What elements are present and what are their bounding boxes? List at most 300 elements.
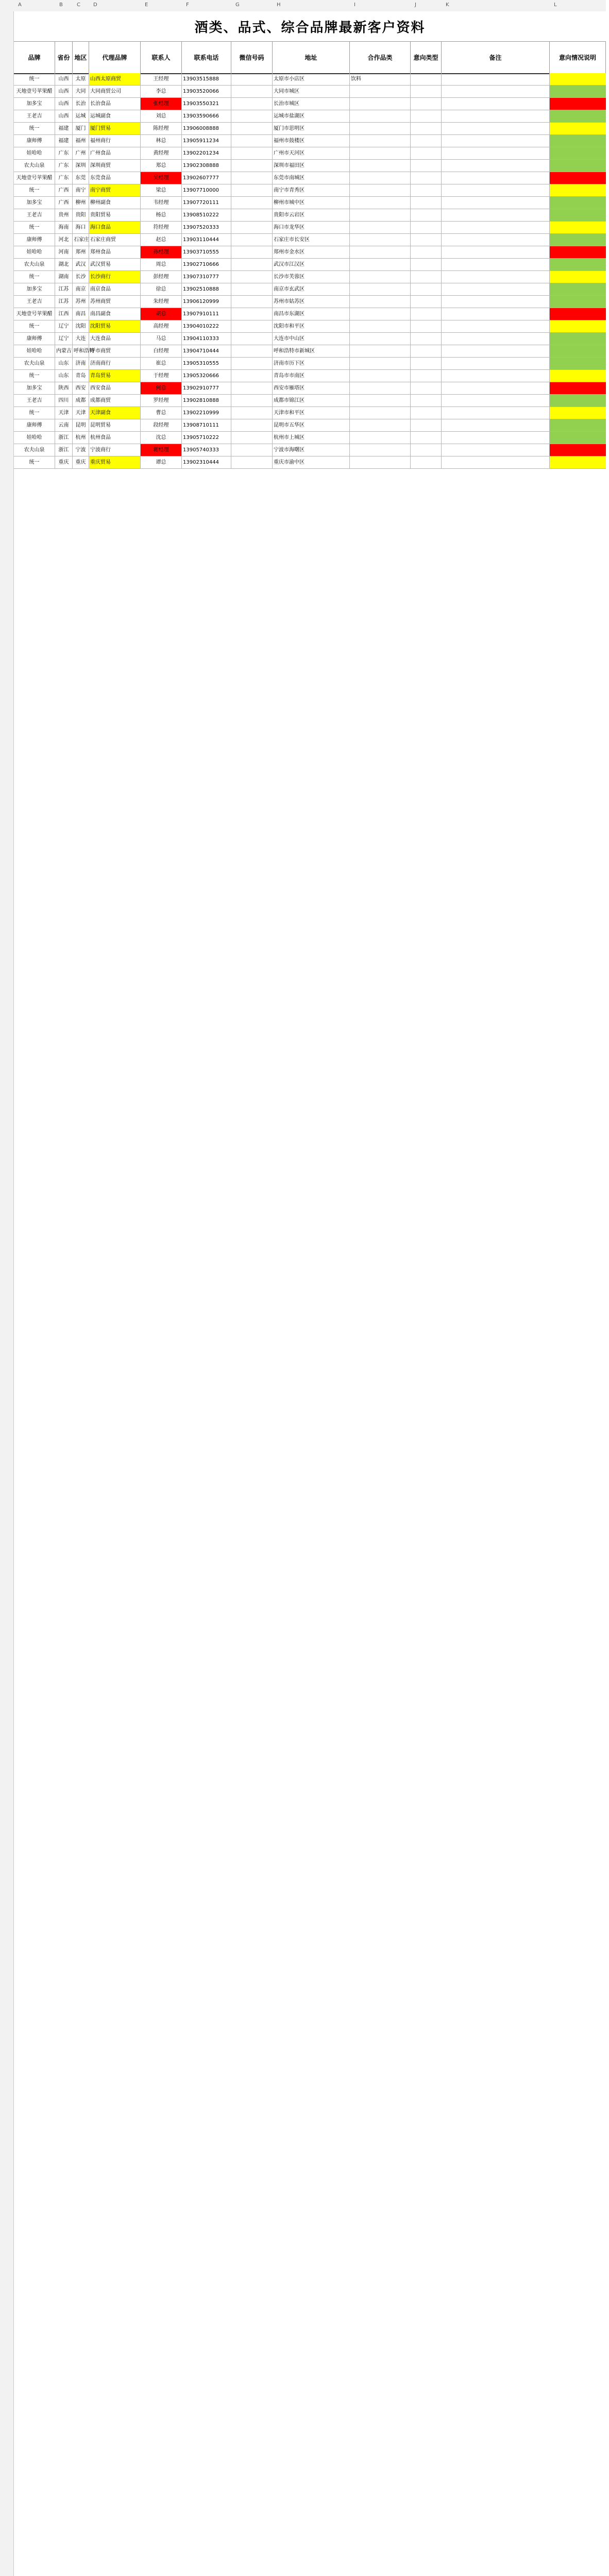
cell-addr[interactable]: 沈阳市和平区 [273, 320, 350, 332]
cell-addr[interactable]: 宁波市海曙区 [273, 444, 350, 456]
cell-addr[interactable]: 东莞市南城区 [273, 172, 350, 184]
cell-agent[interactable]: 南京食品 [89, 283, 141, 295]
cell-agent[interactable]: 杭州食品 [89, 432, 141, 444]
cell-phone[interactable]: 13907520333 [182, 222, 231, 233]
status-color-cell[interactable] [550, 160, 606, 172]
cell-prov[interactable]: 江苏 [55, 296, 73, 308]
cell-agent[interactable]: 大同商贸公司 [89, 86, 141, 97]
cell-note[interactable] [442, 283, 550, 295]
cell-prov[interactable]: 山西 [55, 73, 73, 85]
cell-area[interactable]: 重庆 [73, 456, 89, 468]
cell-agent[interactable]: 沈阳贸易 [89, 320, 141, 332]
cell-agent[interactable]: 昆明贸易 [89, 419, 141, 431]
cell-wx[interactable] [231, 419, 273, 431]
cell-phone[interactable]: 13902210999 [182, 407, 231, 419]
cell-contact[interactable]: 王经理 [141, 73, 182, 85]
cell-addr[interactable]: 柳州市城中区 [273, 197, 350, 209]
cell-addr[interactable]: 长治市城区 [273, 98, 350, 110]
cell-brand[interactable]: 统一 [14, 320, 55, 332]
cell-addr[interactable]: 郑州市金水区 [273, 246, 350, 258]
cell-contact[interactable]: 梁总 [141, 184, 182, 196]
cell-wx[interactable] [231, 432, 273, 444]
cell-note[interactable] [442, 395, 550, 406]
cell-addr[interactable]: 武汉市江汉区 [273, 259, 350, 270]
status-color-cell[interactable] [550, 147, 606, 159]
cell-area[interactable]: 西安 [73, 382, 89, 394]
cell-brand[interactable]: 农夫山泉 [14, 444, 55, 456]
cell-wx[interactable] [231, 73, 273, 85]
cell-wx[interactable] [231, 110, 273, 122]
status-color-cell[interactable] [550, 296, 606, 308]
cell-agent[interactable]: 运城副食 [89, 110, 141, 122]
cell-cat[interactable] [350, 308, 411, 320]
cell-addr[interactable]: 济南市历下区 [273, 358, 350, 369]
cell-type[interactable] [411, 123, 442, 134]
status-color-cell[interactable] [550, 234, 606, 246]
cell-addr[interactable]: 太原市小店区 [273, 73, 350, 85]
cell-note[interactable] [442, 135, 550, 147]
cell-note[interactable] [442, 160, 550, 172]
cell-contact[interactable]: 于经理 [141, 370, 182, 382]
cell-addr[interactable]: 深圳市福田区 [273, 160, 350, 172]
status-color-cell[interactable] [550, 456, 606, 468]
cell-contact[interactable]: 孙经理 [141, 246, 182, 258]
status-color-cell[interactable] [550, 358, 606, 369]
cell-note[interactable] [442, 184, 550, 196]
cell-agent[interactable]: 深圳商贸 [89, 160, 141, 172]
cell-type[interactable] [411, 407, 442, 419]
cell-prov[interactable]: 山西 [55, 110, 73, 122]
cell-contact[interactable]: 白经理 [141, 345, 182, 357]
cell-agent[interactable]: 青岛贸易 [89, 370, 141, 382]
column-letter[interactable]: A [18, 2, 22, 8]
cell-type[interactable] [411, 283, 442, 295]
cell-type[interactable] [411, 320, 442, 332]
cell-prov[interactable]: 浙江 [55, 432, 73, 444]
cell-cat[interactable]: 饮料 [350, 73, 411, 85]
cell-area[interactable]: 太原 [73, 73, 89, 85]
cell-area[interactable]: 运城 [73, 110, 89, 122]
cell-prov[interactable]: 河北 [55, 234, 73, 246]
cell-type[interactable] [411, 308, 442, 320]
cell-type[interactable] [411, 370, 442, 382]
cell-wx[interactable] [231, 184, 273, 196]
cell-wx[interactable] [231, 370, 273, 382]
cell-type[interactable] [411, 184, 442, 196]
cell-phone[interactable]: 13906008888 [182, 123, 231, 134]
cell-note[interactable] [442, 246, 550, 258]
cell-note[interactable] [442, 444, 550, 456]
cell-addr[interactable]: 南昌市东湖区 [273, 308, 350, 320]
cell-addr[interactable]: 大连市中山区 [273, 333, 350, 345]
cell-type[interactable] [411, 209, 442, 221]
cell-area[interactable]: 柳州 [73, 197, 89, 209]
cell-phone[interactable]: 13908710111 [182, 419, 231, 431]
cell-wx[interactable] [231, 98, 273, 110]
cell-agent[interactable]: 成都商贸 [89, 395, 141, 406]
cell-wx[interactable] [231, 456, 273, 468]
cell-phone[interactable]: 13902810888 [182, 395, 231, 406]
cell-type[interactable] [411, 73, 442, 85]
cell-contact[interactable]: 韦经理 [141, 197, 182, 209]
cell-addr[interactable]: 贵阳市云岩区 [273, 209, 350, 221]
cell-area[interactable]: 长沙 [73, 271, 89, 283]
status-color-cell[interactable] [550, 197, 606, 209]
cell-brand[interactable]: 娃哈哈 [14, 246, 55, 258]
cell-phone[interactable]: 13905740333 [182, 444, 231, 456]
cell-addr[interactable]: 厦门市思明区 [273, 123, 350, 134]
cell-note[interactable] [442, 432, 550, 444]
cell-area[interactable]: 广州 [73, 147, 89, 159]
cell-cat[interactable] [350, 370, 411, 382]
cell-contact[interactable]: 吴经理 [141, 172, 182, 184]
cell-cat[interactable] [350, 135, 411, 147]
cell-agent[interactable]: 西安食品 [89, 382, 141, 394]
cell-wx[interactable] [231, 382, 273, 394]
cell-prov[interactable]: 内蒙古 [55, 345, 73, 357]
cell-cat[interactable] [350, 222, 411, 233]
cell-prov[interactable]: 四川 [55, 395, 73, 406]
cell-area[interactable]: 苏州 [73, 296, 89, 308]
cell-agent[interactable]: 苏州商贸 [89, 296, 141, 308]
cell-prov[interactable]: 广东 [55, 160, 73, 172]
cell-contact[interactable]: 郑总 [141, 160, 182, 172]
cell-type[interactable] [411, 234, 442, 246]
cell-area[interactable]: 成都 [73, 395, 89, 406]
cell-type[interactable] [411, 444, 442, 456]
cell-phone[interactable]: 13907720111 [182, 197, 231, 209]
cell-wx[interactable] [231, 308, 273, 320]
cell-phone[interactable]: 13903520066 [182, 86, 231, 97]
cell-area[interactable]: 南昌 [73, 308, 89, 320]
status-color-cell[interactable] [550, 110, 606, 122]
cell-type[interactable] [411, 333, 442, 345]
cell-area[interactable]: 南京 [73, 283, 89, 295]
status-color-cell[interactable] [550, 370, 606, 382]
cell-prov[interactable]: 陕西 [55, 382, 73, 394]
status-color-cell[interactable] [550, 333, 606, 345]
cell-phone[interactable]: 13902607777 [182, 172, 231, 184]
cell-type[interactable] [411, 246, 442, 258]
cell-phone[interactable]: 13904010222 [182, 320, 231, 332]
cell-contact[interactable]: 罗经理 [141, 395, 182, 406]
cell-addr[interactable]: 大同市城区 [273, 86, 350, 97]
cell-cat[interactable] [350, 382, 411, 394]
cell-cat[interactable] [350, 160, 411, 172]
cell-phone[interactable]: 13902308888 [182, 160, 231, 172]
status-color-cell[interactable] [550, 86, 606, 97]
cell-agent[interactable]: 长沙商行 [89, 271, 141, 283]
status-color-cell[interactable] [550, 209, 606, 221]
cell-brand[interactable]: 王老吉 [14, 296, 55, 308]
cell-wx[interactable] [231, 259, 273, 270]
cell-brand[interactable]: 农夫山泉 [14, 358, 55, 369]
cell-wx[interactable] [231, 345, 273, 357]
cell-contact[interactable]: 崔总 [141, 358, 182, 369]
cell-addr[interactable]: 石家庄市长安区 [273, 234, 350, 246]
column-letter[interactable]: G [235, 2, 240, 8]
cell-prov[interactable]: 辽宁 [55, 320, 73, 332]
cell-wx[interactable] [231, 86, 273, 97]
cell-area[interactable]: 深圳 [73, 160, 89, 172]
cell-agent[interactable]: 呼市商贸 [89, 345, 141, 357]
cell-area[interactable]: 海口 [73, 222, 89, 233]
cell-wx[interactable] [231, 296, 273, 308]
cell-prov[interactable]: 广西 [55, 197, 73, 209]
cell-cat[interactable] [350, 246, 411, 258]
cell-type[interactable] [411, 197, 442, 209]
status-color-cell[interactable] [550, 73, 606, 85]
column-letter[interactable]: B [59, 2, 63, 8]
cell-note[interactable] [442, 370, 550, 382]
cell-agent[interactable]: 重庆贸易 [89, 456, 141, 468]
column-letter[interactable]: F [186, 2, 189, 8]
column-letter[interactable]: E [145, 2, 148, 8]
cell-area[interactable]: 南宁 [73, 184, 89, 196]
status-color-cell[interactable] [550, 246, 606, 258]
cell-cat[interactable] [350, 456, 411, 468]
cell-addr[interactable]: 南京市玄武区 [273, 283, 350, 295]
status-color-cell[interactable] [550, 395, 606, 406]
cell-area[interactable]: 昆明 [73, 419, 89, 431]
cell-agent[interactable]: 贵阳贸易 [89, 209, 141, 221]
column-letter[interactable]: H [277, 2, 281, 8]
cell-contact[interactable]: 赵总 [141, 234, 182, 246]
cell-cat[interactable] [350, 444, 411, 456]
status-color-cell[interactable] [550, 172, 606, 184]
cell-brand[interactable]: 康师傅 [14, 333, 55, 345]
cell-note[interactable] [442, 419, 550, 431]
cell-cat[interactable] [350, 209, 411, 221]
cell-brand[interactable]: 统一 [14, 184, 55, 196]
cell-agent[interactable]: 东莞食品 [89, 172, 141, 184]
cell-note[interactable] [442, 209, 550, 221]
cell-area[interactable]: 大同 [73, 86, 89, 97]
cell-brand[interactable]: 加多宝 [14, 98, 55, 110]
cell-contact[interactable]: 蒋经理 [141, 444, 182, 456]
cell-area[interactable]: 济南 [73, 358, 89, 369]
status-color-cell[interactable] [550, 135, 606, 147]
cell-prov[interactable]: 湖北 [55, 259, 73, 270]
cell-phone[interactable]: 13902710666 [182, 259, 231, 270]
cell-cat[interactable] [350, 234, 411, 246]
cell-prov[interactable]: 贵州 [55, 209, 73, 221]
cell-prov[interactable]: 海南 [55, 222, 73, 233]
cell-prov[interactable]: 天津 [55, 407, 73, 419]
cell-note[interactable] [442, 172, 550, 184]
cell-wx[interactable] [231, 283, 273, 295]
cell-prov[interactable]: 山东 [55, 358, 73, 369]
cell-contact[interactable]: 张经理 [141, 98, 182, 110]
cell-type[interactable] [411, 172, 442, 184]
cell-phone[interactable]: 13903550321 [182, 98, 231, 110]
cell-prov[interactable]: 湖南 [55, 271, 73, 283]
cell-brand[interactable]: 统一 [14, 407, 55, 419]
cell-cat[interactable] [350, 259, 411, 270]
status-color-cell[interactable] [550, 308, 606, 320]
cell-agent[interactable]: 石家庄商贸 [89, 234, 141, 246]
cell-contact[interactable]: 徐总 [141, 283, 182, 295]
cell-addr[interactable]: 重庆市渝中区 [273, 456, 350, 468]
cell-wx[interactable] [231, 160, 273, 172]
cell-prov[interactable]: 江西 [55, 308, 73, 320]
cell-agent[interactable]: 柳州副食 [89, 197, 141, 209]
cell-contact[interactable]: 林总 [141, 135, 182, 147]
cell-phone[interactable]: 13903590666 [182, 110, 231, 122]
cell-brand[interactable]: 天地壹号苹果醋 [14, 308, 55, 320]
cell-prov[interactable]: 福建 [55, 135, 73, 147]
cell-area[interactable]: 天津 [73, 407, 89, 419]
column-letter[interactable]: D [93, 2, 97, 8]
cell-type[interactable] [411, 358, 442, 369]
cell-phone[interactable]: 13902201234 [182, 147, 231, 159]
cell-addr[interactable]: 成都市锦江区 [273, 395, 350, 406]
cell-agent[interactable]: 宁波商行 [89, 444, 141, 456]
status-color-cell[interactable] [550, 283, 606, 295]
cell-type[interactable] [411, 147, 442, 159]
cell-addr[interactable]: 长沙市芙蓉区 [273, 271, 350, 283]
cell-cat[interactable] [350, 283, 411, 295]
cell-note[interactable] [442, 197, 550, 209]
cell-note[interactable] [442, 407, 550, 419]
cell-addr[interactable]: 天津市和平区 [273, 407, 350, 419]
cell-cat[interactable] [350, 395, 411, 406]
cell-brand[interactable]: 加多宝 [14, 197, 55, 209]
cell-addr[interactable]: 海口市龙华区 [273, 222, 350, 233]
cell-type[interactable] [411, 432, 442, 444]
cell-brand[interactable]: 王老吉 [14, 110, 55, 122]
cell-brand[interactable]: 统一 [14, 456, 55, 468]
cell-type[interactable] [411, 98, 442, 110]
cell-note[interactable] [442, 271, 550, 283]
cell-area[interactable]: 石家庄 [73, 234, 89, 246]
cell-contact[interactable]: 段经理 [141, 419, 182, 431]
cell-phone[interactable]: 13903515888 [182, 73, 231, 85]
cell-phone[interactable]: 13905310555 [182, 358, 231, 369]
status-color-cell[interactable] [550, 320, 606, 332]
cell-type[interactable] [411, 110, 442, 122]
cell-agent[interactable]: 天津副食 [89, 407, 141, 419]
cell-cat[interactable] [350, 320, 411, 332]
cell-prov[interactable]: 浙江 [55, 444, 73, 456]
cell-prov[interactable]: 辽宁 [55, 333, 73, 345]
cell-area[interactable]: 大连 [73, 333, 89, 345]
cell-prov[interactable]: 河南 [55, 246, 73, 258]
cell-addr[interactable]: 昆明市五华区 [273, 419, 350, 431]
cell-brand[interactable]: 农夫山泉 [14, 160, 55, 172]
cell-contact[interactable]: 陈经理 [141, 123, 182, 134]
cell-cat[interactable] [350, 432, 411, 444]
cell-cat[interactable] [350, 123, 411, 134]
cell-agent[interactable]: 厦门贸易 [89, 123, 141, 134]
cell-contact[interactable]: 高经理 [141, 320, 182, 332]
cell-type[interactable] [411, 86, 442, 97]
cell-agent[interactable]: 南昌副食 [89, 308, 141, 320]
cell-contact[interactable]: 刘总 [141, 110, 182, 122]
cell-prov[interactable]: 江苏 [55, 283, 73, 295]
cell-note[interactable] [442, 259, 550, 270]
cell-brand[interactable]: 天地壹号苹果醋 [14, 86, 55, 97]
cell-cat[interactable] [350, 345, 411, 357]
cell-brand[interactable]: 王老吉 [14, 395, 55, 406]
cell-prov[interactable]: 云南 [55, 419, 73, 431]
cell-note[interactable] [442, 345, 550, 357]
cell-phone[interactable]: 13905710222 [182, 432, 231, 444]
cell-contact[interactable]: 黄经理 [141, 147, 182, 159]
cell-brand[interactable]: 农夫山泉 [14, 259, 55, 270]
cell-phone[interactable]: 13905320666 [182, 370, 231, 382]
cell-area[interactable]: 东莞 [73, 172, 89, 184]
cell-note[interactable] [442, 110, 550, 122]
cell-note[interactable] [442, 123, 550, 134]
cell-phone[interactable]: 13902510888 [182, 283, 231, 295]
column-letter[interactable]: L [554, 2, 557, 8]
status-color-cell[interactable] [550, 259, 606, 270]
cell-brand[interactable]: 王老吉 [14, 209, 55, 221]
cell-area[interactable]: 呼和浩特 [73, 345, 89, 357]
cell-phone[interactable]: 13902310444 [182, 456, 231, 468]
status-color-cell[interactable] [550, 271, 606, 283]
cell-area[interactable]: 福州 [73, 135, 89, 147]
cell-note[interactable] [442, 456, 550, 468]
cell-wx[interactable] [231, 246, 273, 258]
cell-cat[interactable] [350, 86, 411, 97]
cell-wx[interactable] [231, 147, 273, 159]
cell-phone[interactable]: 13903710555 [182, 246, 231, 258]
status-color-cell[interactable] [550, 98, 606, 110]
column-letter[interactable]: I [354, 2, 356, 8]
cell-wx[interactable] [231, 395, 273, 406]
cell-prov[interactable]: 广东 [55, 172, 73, 184]
cell-brand[interactable]: 康师傅 [14, 419, 55, 431]
cell-cat[interactable] [350, 296, 411, 308]
cell-contact[interactable]: 胡总 [141, 308, 182, 320]
cell-type[interactable] [411, 296, 442, 308]
cell-cat[interactable] [350, 407, 411, 419]
cell-contact[interactable]: 朱经理 [141, 296, 182, 308]
cell-phone[interactable]: 13907910111 [182, 308, 231, 320]
status-color-cell[interactable] [550, 222, 606, 233]
cell-brand[interactable]: 统一 [14, 271, 55, 283]
status-color-cell[interactable] [550, 345, 606, 357]
cell-agent[interactable]: 济南商行 [89, 358, 141, 369]
column-letter[interactable]: C [77, 2, 80, 8]
cell-cat[interactable] [350, 358, 411, 369]
cell-note[interactable] [442, 86, 550, 97]
cell-brand[interactable]: 统一 [14, 370, 55, 382]
cell-wx[interactable] [231, 209, 273, 221]
cell-agent[interactable]: 广州食品 [89, 147, 141, 159]
cell-wx[interactable] [231, 197, 273, 209]
cell-note[interactable] [442, 333, 550, 345]
cell-area[interactable]: 杭州 [73, 432, 89, 444]
cell-addr[interactable]: 运城市盐湖区 [273, 110, 350, 122]
cell-contact[interactable]: 沈总 [141, 432, 182, 444]
cell-note[interactable] [442, 234, 550, 246]
cell-note[interactable] [442, 358, 550, 369]
cell-area[interactable]: 郑州 [73, 246, 89, 258]
cell-area[interactable]: 长治 [73, 98, 89, 110]
cell-wx[interactable] [231, 320, 273, 332]
cell-brand[interactable]: 天地壹号苹果醋 [14, 172, 55, 184]
cell-prov[interactable]: 山西 [55, 98, 73, 110]
cell-wx[interactable] [231, 135, 273, 147]
cell-contact[interactable]: 周总 [141, 259, 182, 270]
cell-wx[interactable] [231, 333, 273, 345]
cell-type[interactable] [411, 419, 442, 431]
cell-prov[interactable]: 山东 [55, 370, 73, 382]
cell-contact[interactable]: 何总 [141, 382, 182, 394]
